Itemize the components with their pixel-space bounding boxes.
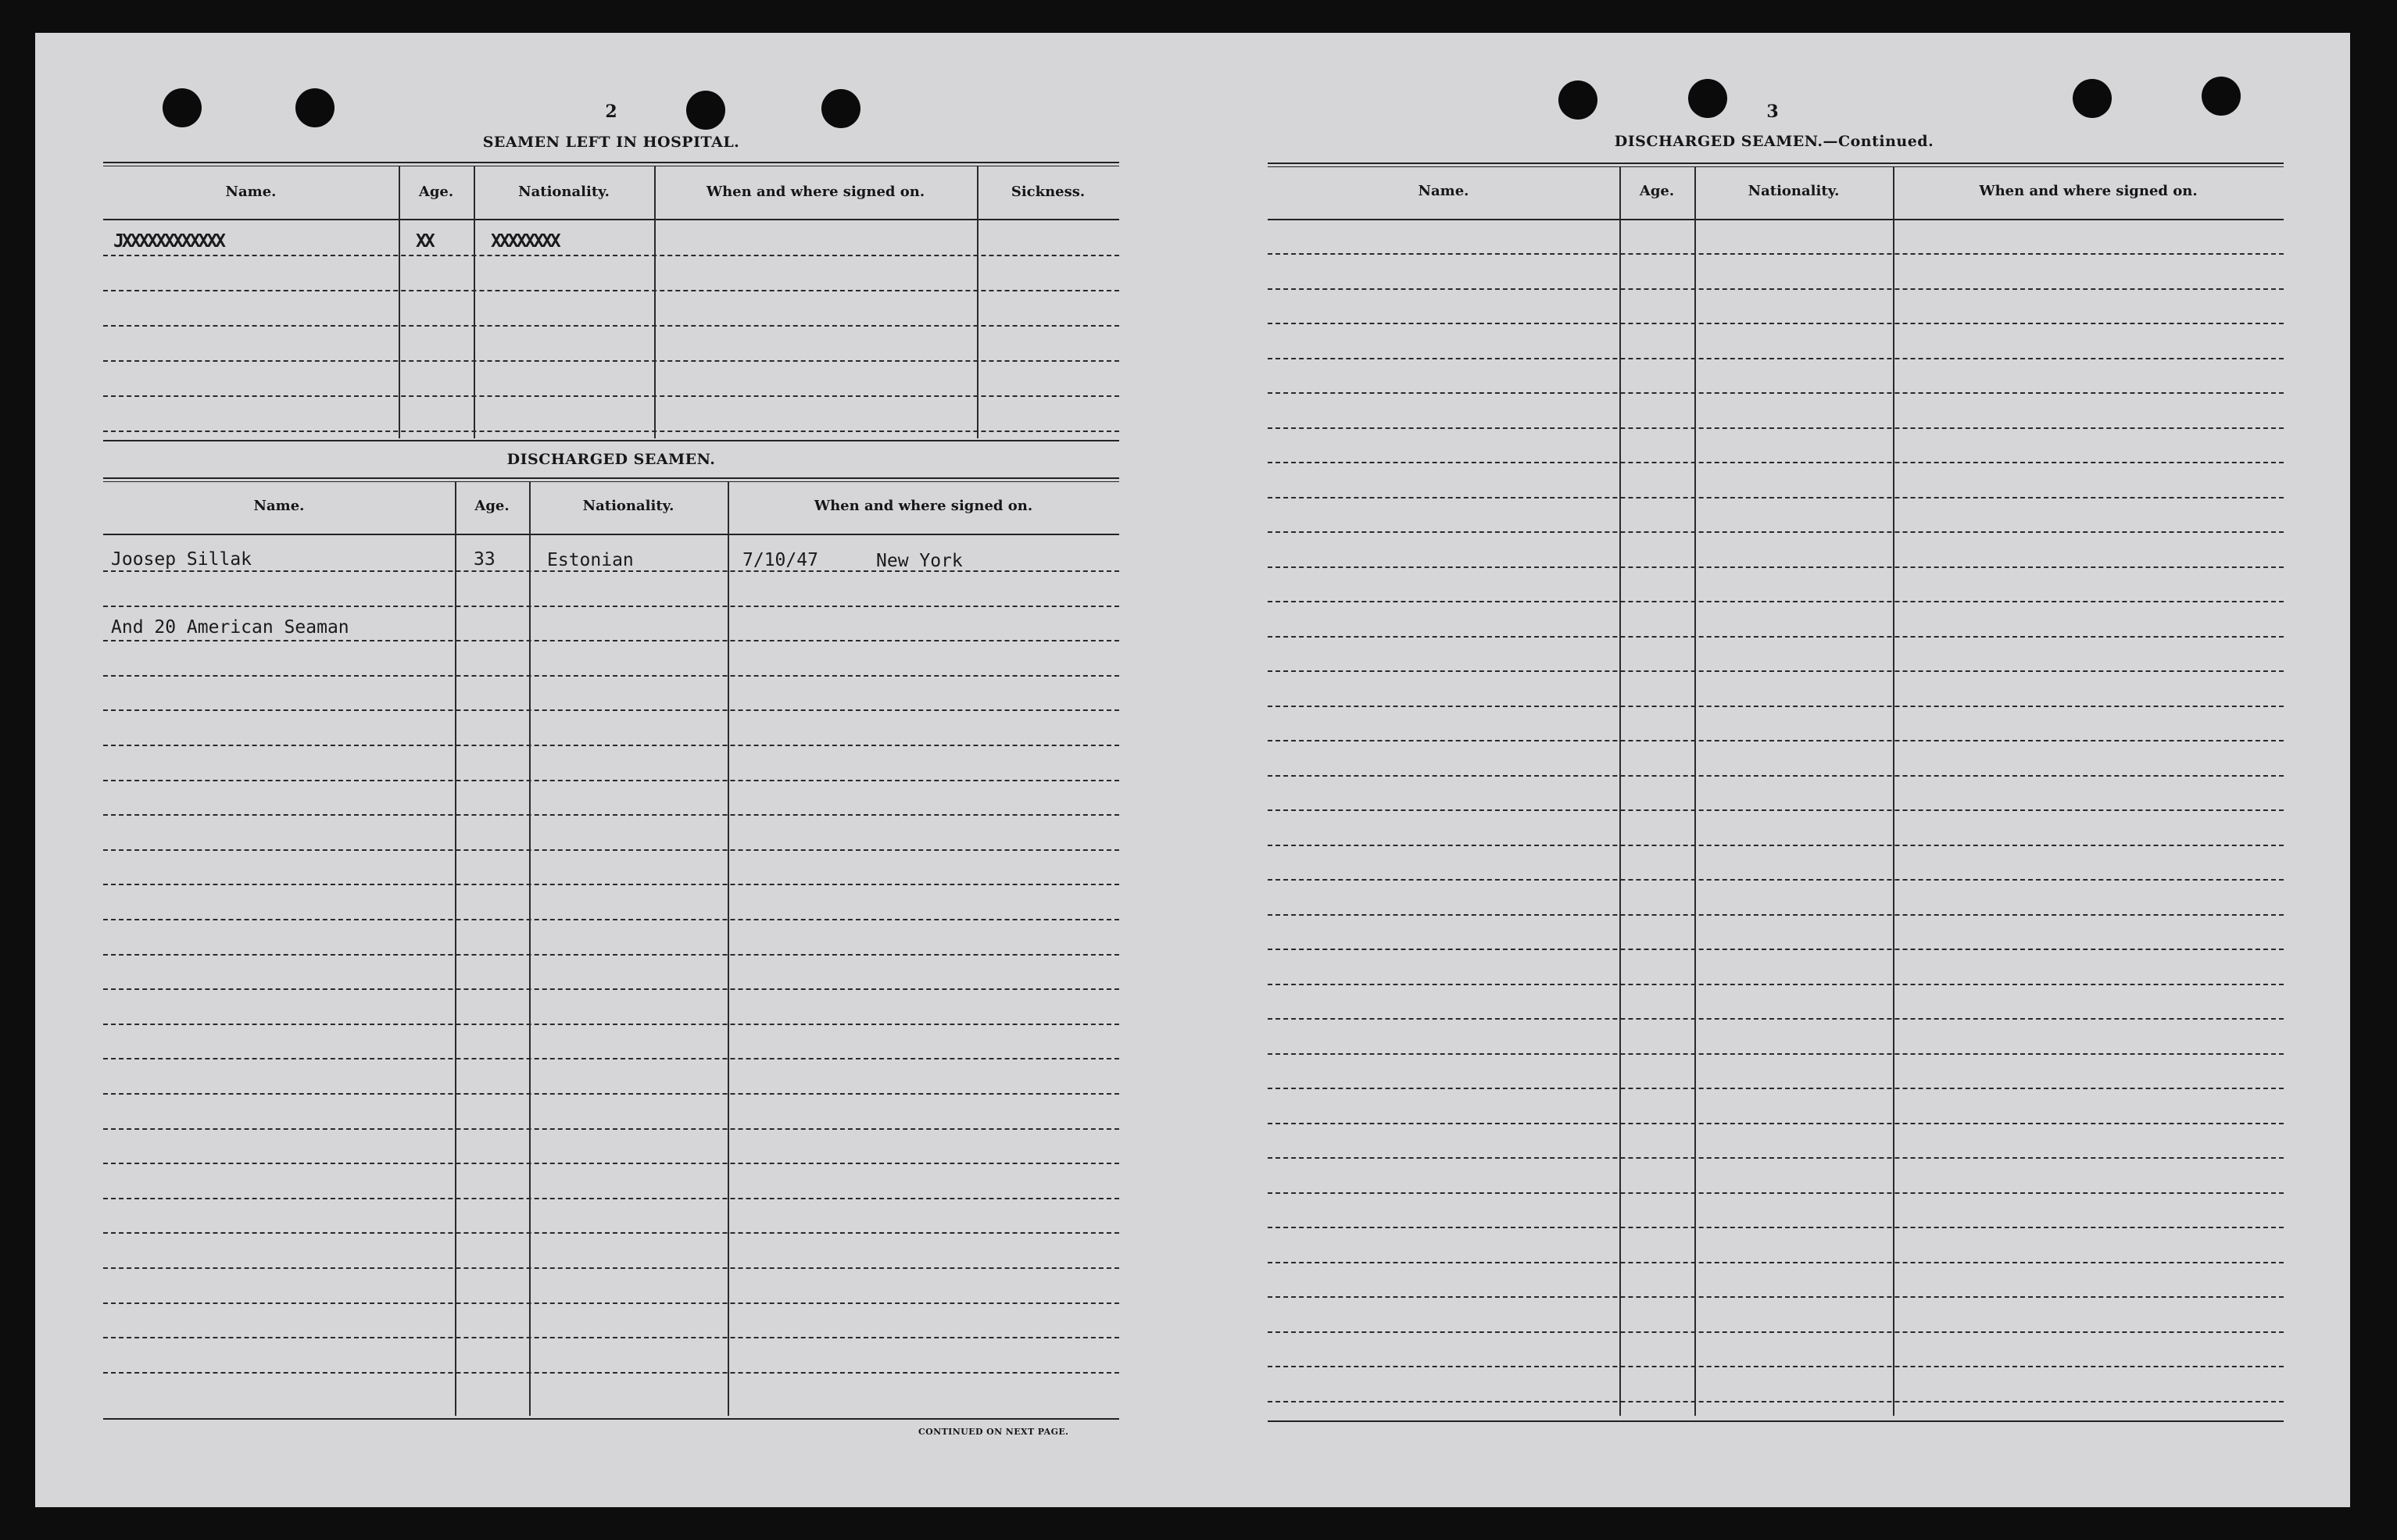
- hospital-cell-age: XX: [416, 231, 433, 252]
- ruled-line: [103, 745, 1119, 746]
- ruled-line: [103, 640, 1119, 641]
- continued-footer: CONTINUED ON NEXT PAGE.: [918, 1427, 1069, 1437]
- ruled-line: [103, 988, 1119, 990]
- hospital-cell-name: JXXXXXXXXXXXX: [113, 231, 224, 252]
- hospital-row-line: [103, 290, 1119, 291]
- hospital-row-line: [103, 255, 1119, 256]
- discharged-cell-name: And 20 American Seaman: [111, 617, 349, 638]
- hospital-col-divider: [474, 166, 475, 438]
- punch-hole: [821, 89, 860, 128]
- punch-hole: [2073, 79, 2112, 118]
- ruled-line: [1268, 1053, 2284, 1055]
- discharged-col-divider: [455, 482, 456, 1416]
- ruled-line: [1268, 1227, 2284, 1228]
- ruled-line: [1268, 497, 2284, 498]
- ruled-line: [1268, 775, 2284, 777]
- ruled-line: [1268, 392, 2284, 394]
- ruled-line: [1268, 949, 2284, 950]
- ruled-line: [1268, 288, 2284, 290]
- hospital-title: SEAMEN LEFT IN HOSPITAL.: [482, 134, 740, 151]
- ruled-line: [103, 1372, 1119, 1374]
- right-col-divider: [1893, 167, 1894, 1416]
- ruled-line: [103, 570, 1119, 572]
- hospital-bottom-rule: [103, 440, 1119, 441]
- punch-hole: [1688, 79, 1727, 118]
- ruled-line: [1268, 984, 2284, 985]
- right-col-divider: [1694, 167, 1696, 1416]
- right-col-divider: [1619, 167, 1621, 1416]
- discharged-title: DISCHARGED SEAMEN.: [506, 451, 716, 468]
- ruled-line: [1268, 1401, 2284, 1402]
- discharged-cell-nationality: Estonian: [547, 550, 634, 570]
- ruled-line: [1268, 1366, 2284, 1367]
- ruled-line: [1268, 601, 2284, 602]
- hospital-row-line: [103, 431, 1119, 432]
- ruled-line: [103, 1093, 1119, 1095]
- punch-hole: [686, 91, 725, 130]
- ruled-line: [1268, 1192, 2284, 1194]
- ruled-line: [103, 709, 1119, 711]
- hospital-header-nationality: Nationality.: [518, 184, 610, 200]
- hospital-row-line: [103, 325, 1119, 327]
- ruled-line: [1268, 809, 2284, 811]
- hospital-header-name: Name.: [225, 184, 277, 200]
- discharged-bottom-rule: [103, 1418, 1119, 1420]
- discharged-continued-title: [1540, 133, 2009, 150]
- ruled-line: [1268, 1296, 2284, 1298]
- ruled-line: [103, 1128, 1119, 1130]
- ruled-line: [103, 1302, 1119, 1304]
- ruled-line: [1268, 879, 2284, 881]
- ruled-line: [103, 1163, 1119, 1164]
- ruled-line: [103, 780, 1119, 781]
- hospital-cell-nationality: XXXXXXXX: [491, 231, 559, 252]
- ruled-line: [103, 1058, 1119, 1059]
- discharged-cell-name: Joosep Sillak: [111, 549, 252, 570]
- hospital-top-rule: [103, 162, 1119, 166]
- ruled-line: [1268, 740, 2284, 741]
- discharged-cell-age: 33: [474, 549, 495, 570]
- discharged-header-rule: [103, 534, 1119, 535]
- ruled-line: [1268, 1262, 2284, 1263]
- discharged-top-rule: [103, 477, 1119, 482]
- hospital-header-age: Age.: [418, 184, 454, 200]
- discharged-col-divider: [529, 482, 531, 1416]
- ruled-line: [103, 1232, 1119, 1234]
- discharged-header-name: Name.: [253, 498, 305, 514]
- discharged-header-signed-on: When and where signed on.: [814, 498, 1033, 514]
- title-main: DISCHARGED SEAMEN.: [1614, 133, 1823, 150]
- ruled-line: [1268, 1018, 2284, 1020]
- discharged-cell-date: 7/10/47: [742, 550, 818, 570]
- title-continued: —Continued.: [1823, 133, 1934, 150]
- ruled-line: [103, 849, 1119, 851]
- ruled-line: [1268, 1123, 2284, 1124]
- hospital-col-divider: [654, 166, 656, 438]
- hospital-header-sickness: Sickness.: [1011, 184, 1086, 200]
- ruled-line: [1268, 670, 2284, 672]
- hospital-col-divider: [399, 166, 400, 438]
- ruled-line: [103, 606, 1119, 607]
- hospital-row-line: [103, 395, 1119, 397]
- ruled-line: [103, 1024, 1119, 1025]
- ruled-line: [103, 675, 1119, 677]
- punch-hole: [295, 88, 335, 127]
- right-header-signed-on: When and where signed on.: [1979, 183, 2198, 199]
- ruled-line: [1268, 531, 2284, 533]
- punch-hole: [1558, 80, 1597, 120]
- ruled-line: [1268, 636, 2284, 638]
- ruled-line: [103, 1198, 1119, 1199]
- ruled-line: [1268, 1157, 2284, 1159]
- discharged-cell-place: New York: [876, 551, 963, 571]
- ruled-line: [1268, 253, 2284, 255]
- ruled-line: [103, 954, 1119, 956]
- hospital-header-rule: [103, 219, 1119, 220]
- ruled-line: [103, 884, 1119, 885]
- ruled-line: [103, 1267, 1119, 1269]
- ruled-line: [1268, 462, 2284, 463]
- hospital-col-divider: [977, 166, 978, 438]
- ruled-line: [1268, 1088, 2284, 1089]
- right-header-age: Age.: [1639, 183, 1675, 199]
- punch-hole: [2202, 77, 2241, 116]
- punch-hole: [163, 88, 202, 127]
- ruled-line: [1268, 845, 2284, 846]
- ruled-line: [1268, 566, 2284, 568]
- right-bottom-rule: [1268, 1420, 2284, 1422]
- ruled-line: [1268, 323, 2284, 324]
- right-header-nationality: Nationality.: [1748, 183, 1840, 199]
- page-number-right: 3: [1766, 102, 1779, 122]
- ruled-line: [103, 814, 1119, 816]
- ruled-line: [1268, 706, 2284, 707]
- page-number-left: 2: [605, 102, 617, 122]
- discharged-header-nationality: Nationality.: [582, 498, 674, 514]
- ruled-line: [1268, 1331, 2284, 1333]
- ruled-line: [103, 919, 1119, 920]
- discharged-header-age: Age.: [474, 498, 510, 514]
- ruled-line: [103, 1337, 1119, 1338]
- hospital-row-line: [103, 360, 1119, 362]
- ruled-line: [1268, 427, 2284, 429]
- ruled-line: [1268, 914, 2284, 916]
- discharged-col-divider: [728, 482, 729, 1416]
- right-header-rule: [1268, 219, 2284, 220]
- ruled-line: [1268, 358, 2284, 359]
- hospital-header-signed-on: When and where signed on.: [706, 184, 925, 200]
- right-header-name: Name.: [1418, 183, 1469, 199]
- right-top-rule: [1268, 163, 2284, 167]
